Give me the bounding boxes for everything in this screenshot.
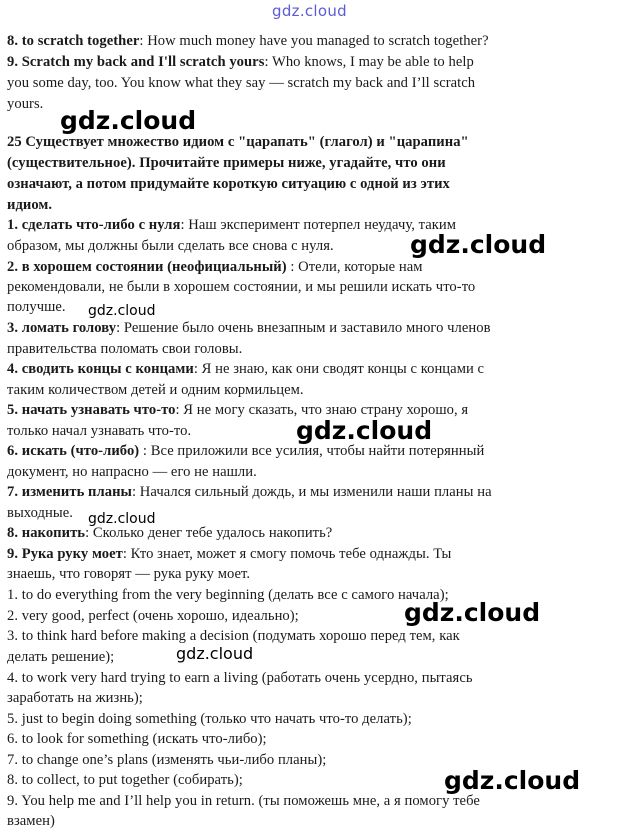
idiom-example: : Я не могу сказать, что знаю страну хорошо, я (175, 402, 469, 418)
text-line: выходные. (7, 505, 73, 521)
example-3 (7, 318, 491, 338)
idiom-example: : Who knows, I may be able to help (264, 54, 474, 70)
text-line: делать решение); (7, 649, 115, 665)
watermark: gdz.cloud (88, 303, 156, 319)
task-heading: 25 Существует множество идиом с "царапать" (глагол) и "царапина" (7, 134, 469, 150)
answer-5: 5. just to begin doing something (только что начать что-то делать); (7, 711, 412, 727)
idiom-term: 3. ломать голову (7, 320, 117, 336)
answer-3: 3. to think hard before making a decision (подумать хорошо перед тем, как (7, 628, 460, 644)
watermark: gdz.cloud (88, 511, 156, 527)
idiom-term: 2. в хорошем состоянии (неофициальный) (7, 259, 287, 275)
idiom-term: 4. сводить концы с концами (7, 361, 194, 377)
idiom-example: : Отели, которые нам (286, 259, 423, 275)
idiom-term: 5. начать узнавать что-то (7, 402, 176, 418)
task-heading: означают, а потом придумайте короткую ситуацию с одной из этих (7, 176, 450, 192)
example-9 (7, 544, 451, 564)
idiom-example: : Сколько денег тебе удалось накопить? (85, 525, 333, 541)
idiom-term: 6. искать (что-либо) (7, 443, 140, 459)
idiom-term: 8. to scratch together (7, 33, 140, 49)
text-line: взамен) (7, 813, 55, 829)
watermark: gdz.cloud (404, 598, 541, 627)
example-1 (7, 215, 456, 235)
example-4 (7, 359, 484, 379)
english-item-8 (7, 31, 489, 51)
answer-7: 7. to change one’s plans (изменять чьи-либо планы); (7, 752, 327, 768)
watermark: gdz.cloud (272, 2, 348, 20)
idiom-term: 8. накопить (7, 525, 86, 541)
watermark: gdz.cloud (444, 766, 581, 795)
text-line: образом, мы должны были сделать все снова с нуля. (7, 238, 334, 254)
idiom-term: 9. Scratch my back and I'll scratch yours (7, 54, 265, 70)
answer-4: 4. to work very hard trying to earn a living (работать очень усердно, пытаясь (7, 670, 473, 686)
idiom-example: : Решение было очень внезапным и заставило много членов (116, 320, 491, 336)
text-line: таким количеством детей и одним кормильцем. (7, 382, 304, 398)
text-line: yours. (7, 96, 44, 112)
answer-1: 1. to do everything from the very beginning (делать все с самого начала); (7, 587, 449, 603)
idiom-example: : Все приложили все усилия, чтобы найти потерянный (139, 443, 485, 459)
example-8 (7, 523, 332, 543)
text-line: документ, но напрасно — его не нашли. (7, 464, 257, 480)
text-line: знаешь, что говорят — рука руку моет. (7, 566, 251, 582)
answer-9: 9. You help me and I’ll help you in return. (ты поможешь мне, а я помогу тебе (7, 793, 480, 809)
text-line: рекомендовали, не были в хорошем состоянии, и мы решили искать что-то (7, 279, 476, 295)
idiom-example: : How much money have you managed to scratch together? (139, 33, 489, 49)
task-heading: (существительное). Прочитайте примеры ниже, угадайте, что они (7, 155, 446, 171)
idiom-term: 7. изменить планы (7, 484, 132, 500)
watermark: gdz.cloud (296, 416, 433, 445)
idiom-term: 1. сделать что-либо с нуля (7, 217, 181, 233)
example-7 (7, 482, 492, 502)
example-2 (7, 257, 423, 277)
english-item-9 (7, 52, 474, 72)
answer-6: 6. to look for something (искать что-либо); (7, 731, 267, 747)
idiom-example: : Наш эксперимент потерпел неудачу, таким (180, 217, 457, 233)
idiom-example: : Я не знаю, как они сводят концы с концами с (193, 361, 485, 377)
idiom-example: : Кто знает, может я смогу помочь тебе однажды. Ты (122, 546, 452, 562)
task-heading: идиом. (7, 197, 53, 213)
watermark: gdz.cloud (176, 644, 254, 663)
text-line: только начал узнавать что-то. (7, 423, 192, 439)
answer-8: 8. to collect, to put together (собирать); (7, 772, 243, 788)
idiom-example: : Начался сильный дождь, и мы изменили наши планы на (131, 484, 492, 500)
answer-2: 2. very good, perfect (очень хорошо, идеально); (7, 608, 299, 624)
watermark: gdz.cloud (60, 106, 197, 135)
text-line: правительства поломать свои головы. (7, 341, 243, 357)
text-line: you some day, too. You know what they say — scratch my back and I’ll scratch (7, 75, 476, 91)
idiom-term: 9. Рука руку моет (7, 546, 123, 562)
text-line: заработать на жизнь); (7, 690, 143, 706)
text-line: получше. (7, 299, 66, 315)
watermark: gdz.cloud (410, 230, 547, 259)
